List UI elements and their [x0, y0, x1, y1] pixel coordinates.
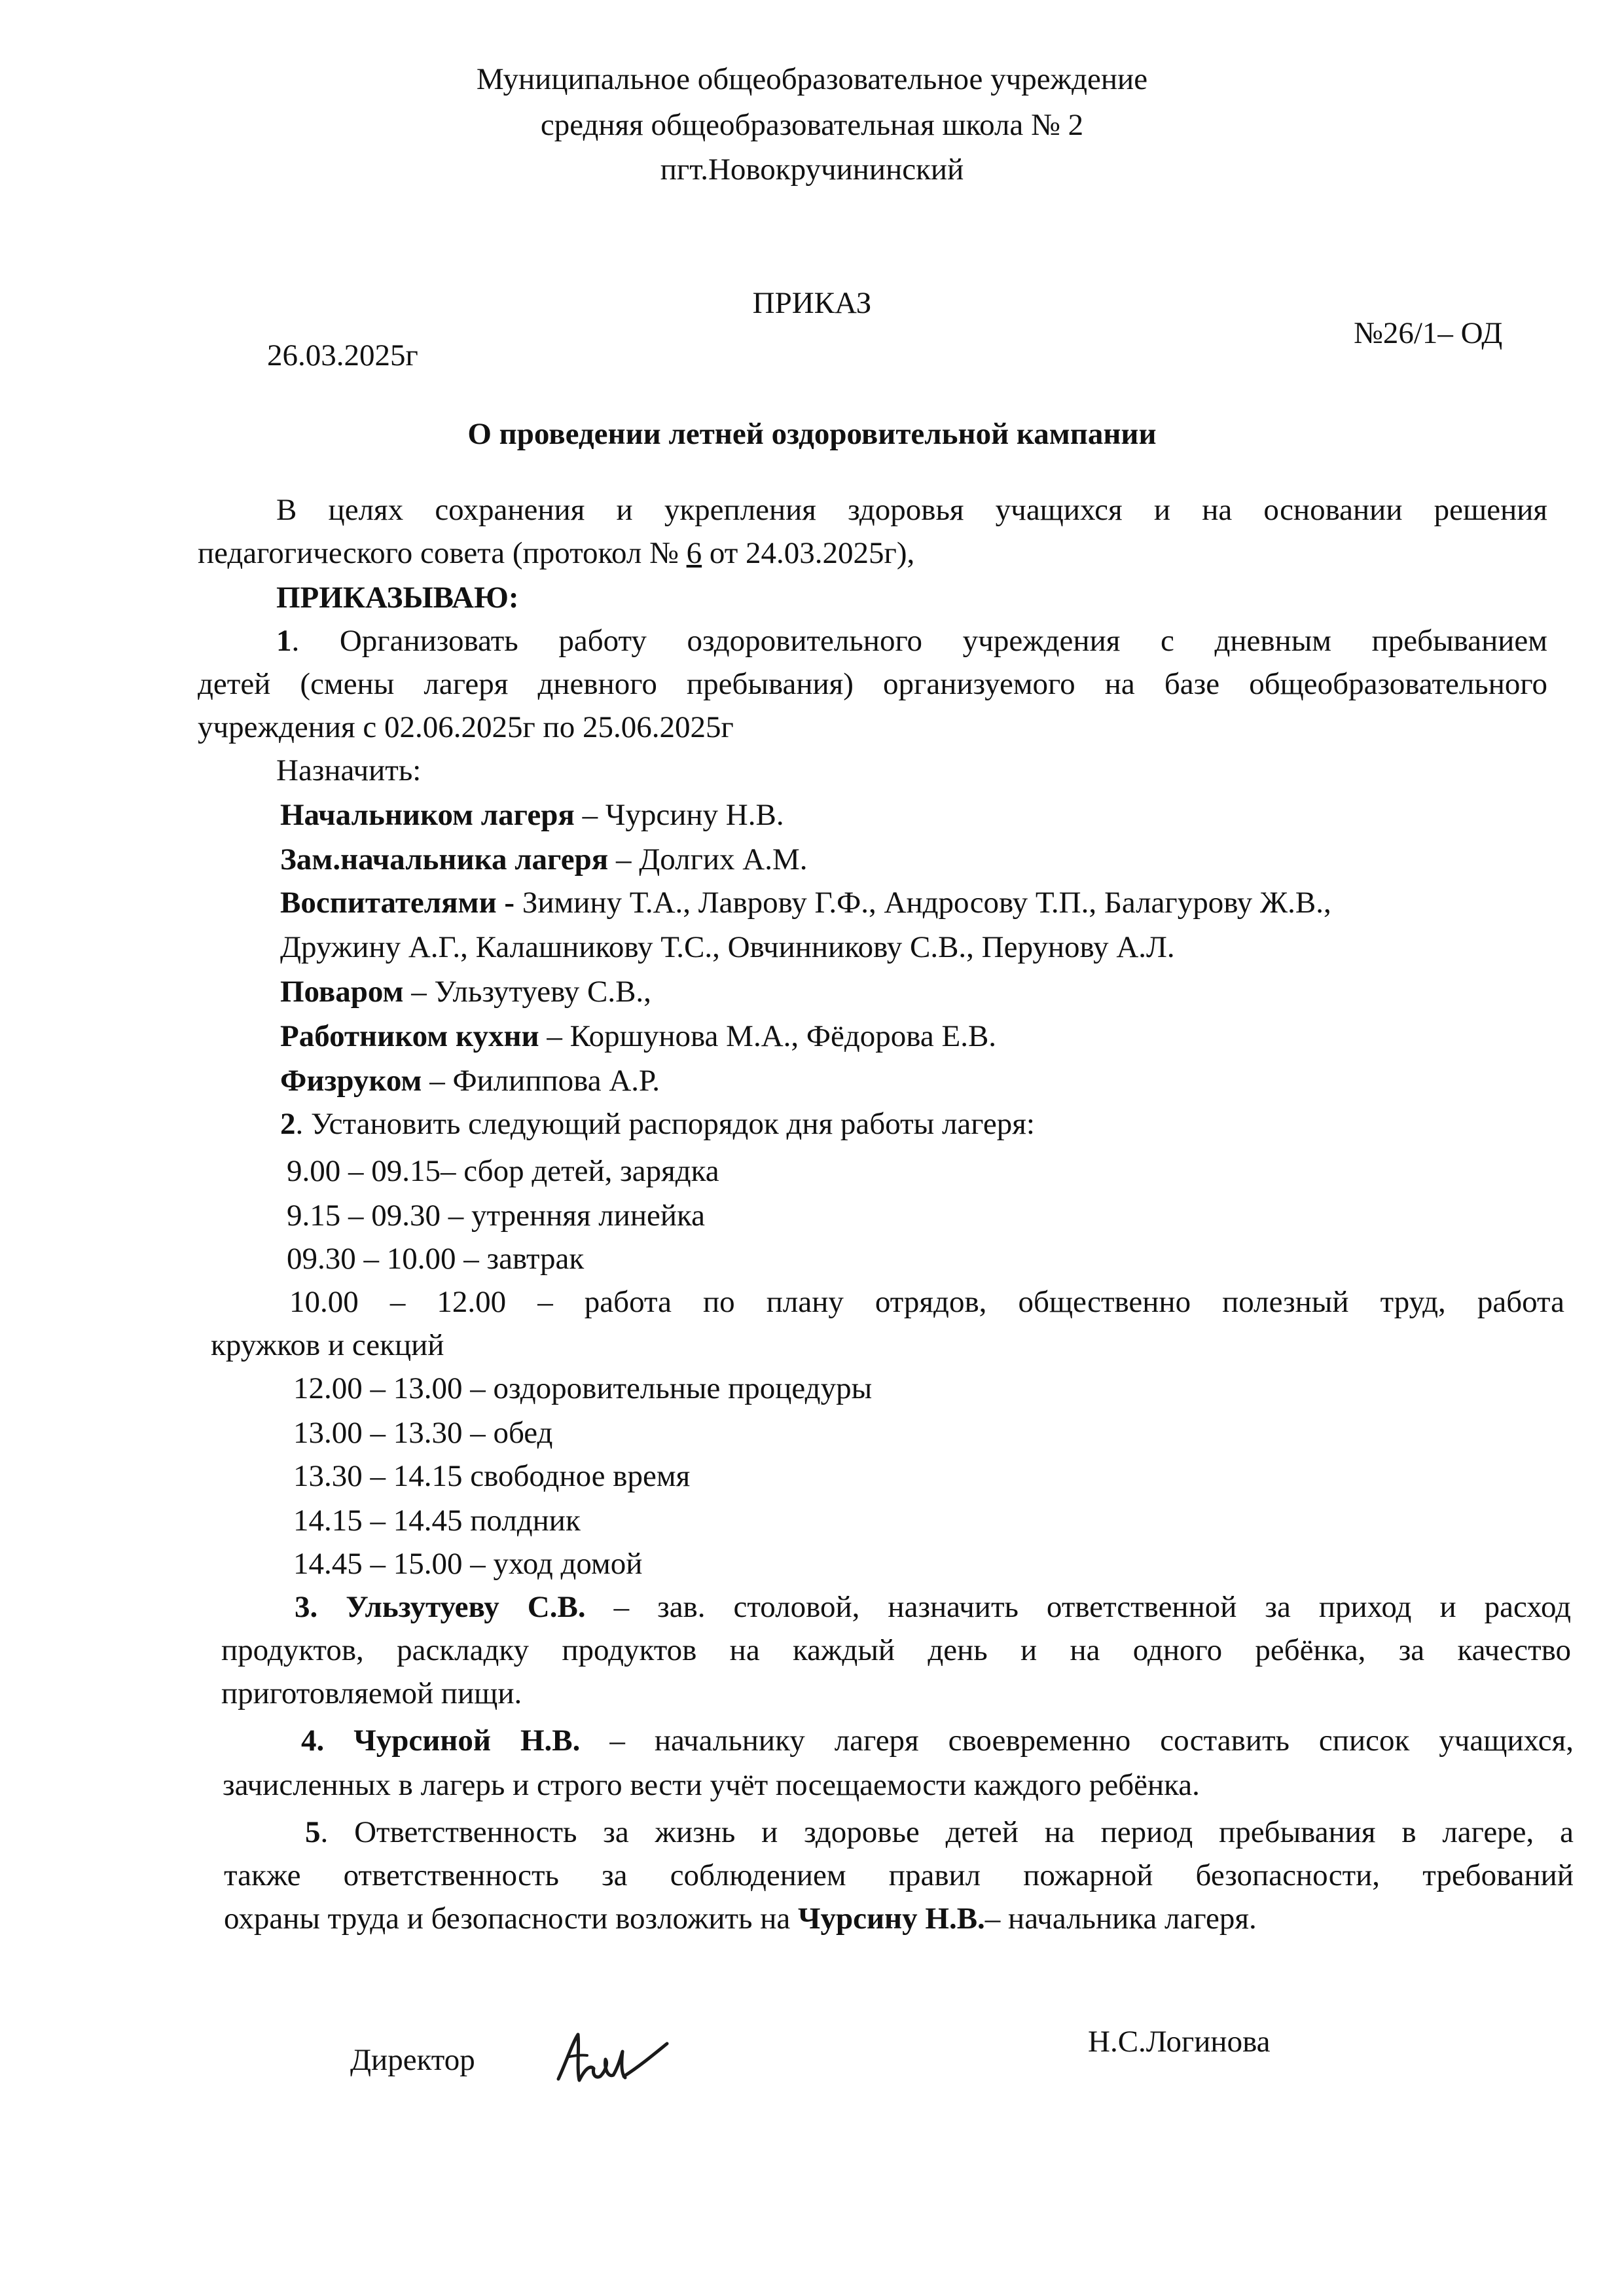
schedule-item: 9.00 – 09.15– сбор детей, зарядка	[287, 1154, 719, 1188]
institution-line-1: Муниципальное общеобразовательное учреждение	[476, 62, 1148, 96]
staff-names: Филиппова А.Р.	[452, 1064, 660, 1098]
item5-text: охраны труда и безопасности возложить на	[224, 1902, 798, 1936]
order-title: ПРИКАЗ	[752, 286, 872, 320]
item4-text: – начальнику лагеря своевременно составить список учащихся,	[580, 1724, 1574, 1758]
schedule-item: 14.45 – 15.00 – уход домой	[293, 1547, 643, 1581]
staff-role: Воспитателями -	[280, 886, 515, 920]
item1-text: . Организовать работу оздоровительного учреждения с дневным пребыванием	[291, 624, 1547, 658]
item5-text-end: – начальника лагеря.	[984, 1902, 1257, 1936]
preamble-line-2	[198, 535, 914, 571]
staff-row	[280, 842, 808, 877]
item5-bold-name: Чурсину Н.В.	[797, 1902, 985, 1936]
item2-number: 2	[280, 1107, 296, 1141]
staff-names: Ульзутуеву С.В.,	[434, 975, 651, 1009]
staff-role: Начальником лагеря	[280, 798, 575, 832]
staff-role: Физруком	[280, 1064, 422, 1098]
order-subject: О проведении летней оздоровительной кампании	[467, 417, 1157, 451]
directive: ПРИКАЗЫВАЮ:	[276, 581, 519, 615]
schedule-item: 12.00 – 13.00 – оздоровительные процедуры	[293, 1371, 873, 1405]
item2-line-1	[280, 1106, 1035, 1142]
order-date: 26.03.2025г	[267, 338, 418, 372]
staff-row	[280, 1019, 996, 1054]
signatory-name: Н.С.Логинова	[1088, 2025, 1271, 2059]
item3-line-1	[295, 1589, 1571, 1625]
item2-text: . Установить следующий распорядок дня работы лагеря:	[295, 1107, 1035, 1141]
item5-number: 5	[305, 1815, 321, 1849]
item4-lead: 4. Чурсиной Н.В.	[301, 1724, 581, 1758]
item4-line-1	[301, 1723, 1574, 1758]
staff-role: Работником кухни	[280, 1019, 539, 1053]
protocol-number: 6	[686, 536, 702, 570]
schedule-item: 13.00 – 13.30 – обед	[293, 1416, 553, 1450]
preamble-line-1: В целях сохранения и укрепления здоровья учащихся и на основании решения	[276, 493, 1547, 527]
item1-line-2: детей (смены лагеря дневного пребывания) организуемого на базе общеобразовательного	[198, 667, 1547, 701]
schedule-item: 09.30 – 10.00 – завтрак	[287, 1242, 585, 1276]
signature-position: Директор	[350, 2043, 475, 2077]
staff-sep: –	[574, 798, 605, 832]
staff-row	[280, 974, 651, 1009]
staff-row	[280, 885, 1331, 920]
staff-sep: –	[608, 842, 640, 876]
staff-role: Зам.начальника лагеря	[280, 842, 609, 876]
schedule-item: 14.15 – 14.45 полдник	[293, 1504, 581, 1538]
order-number: №26/1– ОД	[1354, 316, 1503, 350]
assign-label: Назначить:	[276, 753, 422, 787]
item5-line-2: также ответственность за соблюдением правил пожарной безопасности, требований	[224, 1858, 1574, 1892]
staff-row	[280, 797, 784, 833]
item1-line-1	[276, 623, 1547, 659]
item5-line-3	[224, 1901, 1257, 1936]
staff-role: Поваром	[280, 975, 404, 1009]
staff-row	[280, 1063, 660, 1098]
item3-line-3: приготовляемой пищи.	[221, 1676, 522, 1710]
schedule-item-continued: кружков и секций	[211, 1328, 444, 1362]
staff-names: Коршунова М.А., Фёдорова Е.В.	[569, 1019, 997, 1053]
item5-text: . Ответственность за жизнь и здоровье детей на период пребывания в лагере, а	[320, 1815, 1574, 1849]
preamble-text: педагогического совета (протокол №	[198, 536, 687, 570]
item3-lead: 3. Ульзутуеву С.В.	[295, 1590, 586, 1624]
staff-sep: –	[403, 975, 435, 1009]
item1-number: 1	[276, 624, 292, 658]
preamble-text-end: от 24.03.2025г),	[702, 536, 915, 570]
staff-sep	[514, 886, 522, 920]
institution-line-3: пгт.Новокручининский	[660, 153, 964, 187]
institution-line-2: средняя общеобразовательная школа № 2	[540, 108, 1084, 142]
schedule-item: 10.00 – 12.00 – работа по плану отрядов, общественно полезный труд, работа	[289, 1285, 1564, 1319]
schedule-item: 9.15 – 09.30 – утренняя линейка	[287, 1199, 706, 1233]
item3-line-2: продуктов, раскладку продуктов на каждый день и на одного ребёнка, за качество	[221, 1633, 1571, 1667]
staff-row-continued: Дружину А.Г., Калашникову Т.С., Овчинникову С.В., Перунову А.Л.	[280, 930, 1175, 964]
staff-sep: –	[539, 1019, 570, 1053]
item4-line-2: зачисленных в лагерь и строго вести учёт посещаемости каждого ребёнка.	[223, 1768, 1200, 1802]
staff-names: Долгих А.М.	[639, 842, 808, 876]
item1-line-3: учреждения с 02.06.2025г по 25.06.2025г	[198, 710, 734, 744]
schedule-item: 13.30 – 14.15 свободное время	[293, 1459, 691, 1493]
item5-line-1	[305, 1815, 1574, 1850]
item3-text: – зав. столовой, назначить ответственной за приход и расход	[585, 1590, 1572, 1624]
handwritten-signature	[553, 2023, 671, 2095]
staff-sep: –	[422, 1064, 453, 1098]
staff-names: Зимину Т.А., Лаврову Г.Ф., Андросову Т.П., Балагурову Ж.В.,	[522, 886, 1331, 920]
staff-names: Чурсину Н.В.	[605, 798, 784, 832]
